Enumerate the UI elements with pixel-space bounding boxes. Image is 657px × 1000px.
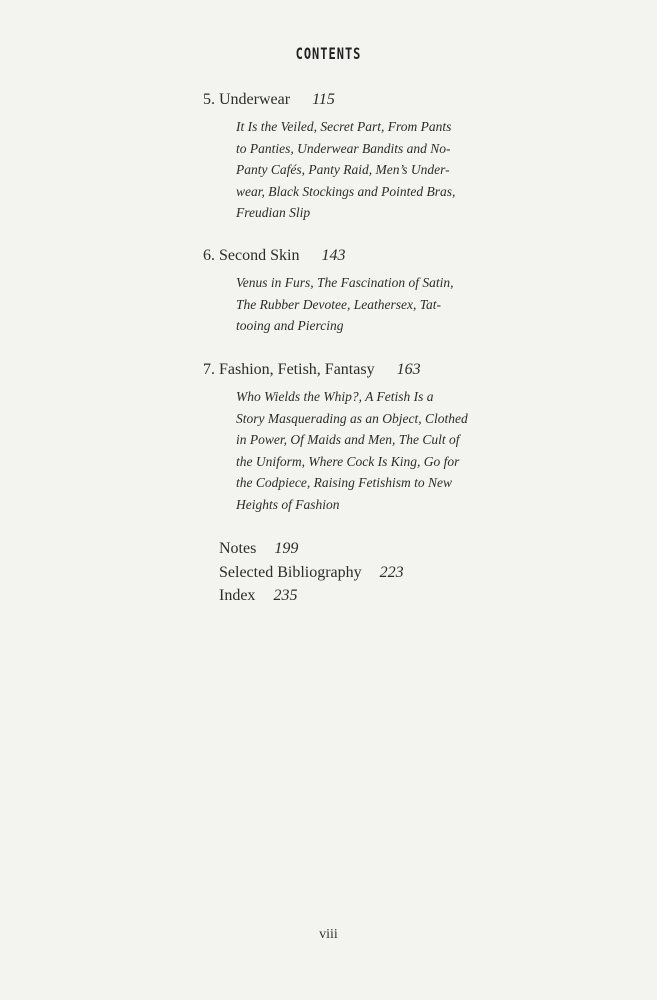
back-matter-title: Index bbox=[219, 587, 256, 604]
chapter-entry bbox=[203, 246, 488, 337]
chapter-heading bbox=[203, 360, 488, 380]
chapter-heading bbox=[203, 90, 488, 110]
chapter-page-number: 143 bbox=[321, 247, 346, 264]
back-matter-item bbox=[219, 537, 404, 561]
back-matter-item bbox=[219, 584, 404, 608]
chapter-number: 7. bbox=[203, 361, 215, 378]
back-matter-list bbox=[219, 537, 404, 608]
back-matter-page-number: 223 bbox=[379, 563, 404, 581]
chapter-page-number: 115 bbox=[312, 91, 335, 108]
chapter-entry bbox=[203, 90, 488, 224]
chapter-number: 6. bbox=[203, 247, 215, 264]
back-matter-item bbox=[219, 561, 404, 585]
chapter-title: Fashion, Fetish, Fantasy bbox=[219, 361, 375, 378]
running-head: CONTENTS bbox=[295, 44, 362, 63]
chapter-page-number: 163 bbox=[396, 361, 421, 378]
folio-page-number: viii bbox=[319, 927, 338, 942]
chapter-entry bbox=[203, 360, 488, 515]
chapter-number: 5. bbox=[203, 91, 215, 108]
back-matter-page-number: 235 bbox=[273, 587, 298, 604]
back-matter-title: Selected Bibliography bbox=[219, 563, 362, 581]
chapter-description: Venus in Furs, The Fascination of Satin, The Rubber Devotee, Leathersex, Tat- tooing and Piercing bbox=[236, 275, 454, 333]
back-matter-title: Notes bbox=[219, 540, 257, 557]
chapter-heading bbox=[203, 246, 488, 266]
chapter-description: It Is the Veiled, Secret Part, From Pants to Panties, Underwear Bandits and No- Panty Cafés, Panty Raid, Men’s Under- wear, Black Stockings and Pointed Bras, Freudian Slip bbox=[236, 119, 456, 220]
chapter-title: Underwear bbox=[219, 91, 291, 108]
chapter-title: Second Skin bbox=[219, 247, 300, 264]
chapter-description: Who Wields the Whip?, A Fetish Is a Story Masquerading as an Object, Clothed in Power, Of Maids and Men, The Cult of the Uniform, Where Cock Is King, Go for the Codpiece, Raising Fetishism to New Heights of Fashion bbox=[236, 389, 468, 512]
back-matter-page-number: 199 bbox=[274, 540, 299, 557]
